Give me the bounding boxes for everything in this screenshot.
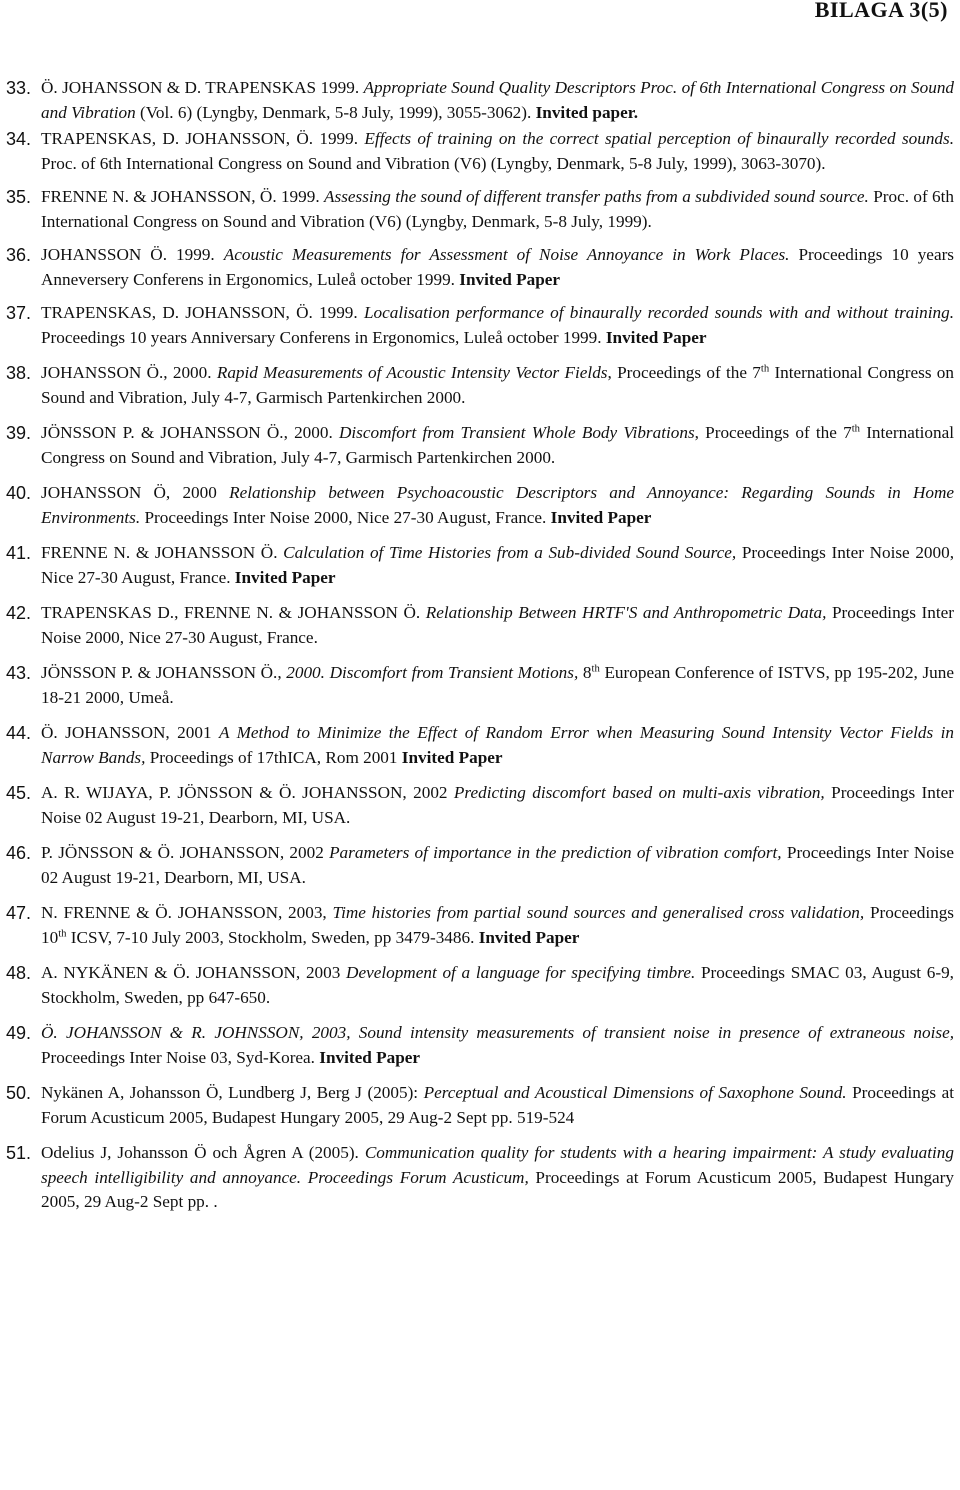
reference-number: 42.: [6, 603, 32, 623]
reference-text-segment: JOHANSSON Ö., 2000.: [41, 363, 217, 382]
invited-paper-label: Invited Paper: [401, 747, 503, 767]
invited-paper-label: Invited Paper: [478, 927, 580, 947]
reference-entry: [0, 243, 960, 292]
reference-text: [41, 187, 954, 231]
reference-text: [41, 423, 954, 467]
reference-text: [41, 129, 954, 173]
invited-paper-label: Invited Paper: [319, 1047, 421, 1067]
reference-text: [41, 783, 954, 827]
reference-text-segment: Proceedings Inter Noise 02 August 19-21, Dearborn, MI, USA.: [41, 843, 954, 887]
reference-title-italic: Development of a language for specifying timbre.: [346, 963, 696, 982]
reference-entry: [0, 481, 960, 530]
invited-paper-label: Invited Paper: [550, 507, 652, 527]
reference-text-segment: N. FRENNE & Ö. JOHANSSON, 2003,: [41, 903, 333, 922]
ordinal-superscript: th: [851, 423, 860, 435]
reference-title-italic: Perceptual and Acoustical Dimensions of Saxophone Sound.: [423, 1083, 847, 1102]
reference-entry: [0, 301, 960, 350]
reference-number: 43.: [6, 663, 32, 683]
invited-paper-label: Invited Paper: [605, 327, 707, 347]
reference-text: [41, 303, 954, 347]
reference-number: 47.: [6, 903, 32, 923]
reference-text-segment: FRENNE N. & JOHANSSON Ö.: [41, 543, 284, 562]
reference-title-italic: 2000. Discomfort from Transient Motions,: [286, 663, 579, 682]
reference-entry: [0, 185, 960, 234]
reference-title-italic: Calculation of Time Histories from a Sub-divided Sound Source,: [283, 543, 737, 562]
reference-text-segment: International Congress on Sound and Vibration, July 4-7, Garmisch Partenkirchen 2000.: [41, 363, 954, 407]
reference-title-italic: Assessing the sound of different transfer paths from a subdivided sound source.: [324, 187, 869, 206]
reference-text: [41, 843, 954, 887]
reference-text-segment: JÖNSSON P. & JOHANSSON Ö., 2000.: [41, 423, 339, 442]
reference-number: 46.: [6, 843, 32, 863]
reference-text: [41, 723, 954, 767]
reference-text-segment: European Conference of ISTVS, pp 195-202, June 18-21 2000, Umeå.: [41, 663, 954, 707]
reference-text-segment: JOHANSSON Ö. 1999.: [41, 245, 224, 264]
reference-text-segment: Proceedings Inter Noise 03, Syd-Korea.: [41, 1047, 320, 1067]
reference-text-segment: JOHANSSON Ö, 2000: [41, 483, 230, 502]
reference-title-italic: Ö. JOHANSSON & R. JOHNSSON, 2003, Sound intensity measurements of transient noise in presence of extraneous noise,: [41, 1023, 954, 1042]
reference-number: 44.: [6, 723, 32, 743]
reference-number: 40.: [6, 483, 32, 503]
reference-text-segment: , Proceedings of the 7: [607, 363, 761, 382]
reference-title-italic: Effects of training on the correct spatial perception of binaurally recorded sounds.: [364, 129, 954, 148]
ordinal-superscript: th: [591, 663, 600, 675]
reference-text-segment: Proceedings Inter Noise 02 August 19-21, Dearborn, MI, USA.: [41, 783, 954, 827]
reference-text-segment: FRENNE N. & JOHANSSON, Ö. 1999.: [41, 187, 324, 206]
reference-number: 33.: [6, 78, 32, 98]
reference-title-italic: A Method to Minimize the Effect of Random Error when Measuring Sound Intensity Vector Fields in Narrow Bands,: [41, 723, 954, 767]
reference-text: [41, 603, 954, 647]
reference-number: 37.: [6, 303, 32, 323]
reference-text-segment: Nykänen A, Johansson Ö, Lundberg J, Berg J (2005):: [41, 1083, 424, 1102]
reference-entry: [0, 661, 960, 710]
reference-number: 48.: [6, 963, 32, 983]
reference-text-segment: Proceedings Inter Noise 2000, Nice 27-30 August, France.: [41, 543, 954, 587]
reference-entry: [0, 901, 960, 950]
invited-paper-label: Invited paper.: [535, 102, 639, 122]
reference-number: 36.: [6, 245, 32, 265]
reference-entry: [0, 1021, 960, 1070]
reference-entry: [0, 961, 960, 1010]
reference-entry: [0, 76, 960, 125]
reference-text-segment: International Congress on Sound and Vibration, July 4-7, Garmisch Partenkirchen 2000.: [41, 423, 955, 467]
reference-entry: [0, 421, 960, 470]
reference-text-segment: Ö. JOHANSSON & D. TRAPENSKAS 1999.: [41, 78, 364, 97]
reference-number: 51.: [6, 1143, 32, 1163]
reference-text-segment: A. NYKÄNEN & Ö. JOHANSSON, 2003: [41, 963, 347, 982]
ordinal-superscript: th: [760, 363, 770, 375]
reference-text-segment: Odelius J, Johansson Ö och Ågren A (2005).: [41, 1143, 365, 1162]
reference-text-segment: Ö. JOHANSSON, 2001: [41, 723, 219, 742]
reference-title-italic: Relationship between Psychoacoustic Descriptors and Annoyance: Regarding Sounds in Home Environments.: [41, 483, 954, 527]
reference-text-segment: (Vol. 6) (Lyngby, Denmark, 5-8 July, 1999), 3055-3062).: [135, 102, 536, 122]
reference-text-segment: TRAPENSKAS, D. JOHANSSON, Ö. 1999.: [41, 129, 365, 148]
reference-text: [41, 483, 954, 527]
reference-entry: [0, 1081, 960, 1130]
reference-text: [41, 1143, 954, 1211]
ordinal-superscript: th: [58, 927, 67, 939]
reference-text-segment: A. R. WIJAYA, P. JÖNSSON & Ö. JOHANSSON, 2002: [41, 783, 454, 802]
reference-title-italic: Time histories from partial sound sources and generalised cross validation,: [332, 903, 865, 922]
reference-text: [41, 78, 954, 122]
page-header-title: BILAGA 3(5): [814, 0, 948, 22]
reference-text-segment: P. JÖNSSON & Ö. JOHANSSON, 2002: [41, 843, 330, 862]
reference-title-italic: Acoustic Measurements for Assessment of Noise Annoyance in Work Places.: [223, 245, 790, 264]
reference-entry: [0, 127, 960, 176]
reference-text: [41, 903, 954, 947]
reference-text: [41, 245, 954, 289]
reference-entry: [0, 1141, 960, 1215]
reference-number: 35.: [6, 187, 32, 207]
reference-entry: [0, 721, 960, 770]
reference-title-italic: Relationship Between HRTF'S and Anthropometric Data,: [425, 603, 827, 622]
reference-text: [41, 1083, 954, 1127]
invited-paper-label: Invited Paper: [234, 567, 336, 587]
reference-list: [0, 76, 960, 1215]
reference-text-segment: , Proceedings of the 7: [694, 423, 852, 442]
reference-text: [41, 543, 954, 587]
reference-title-italic: Rapid Measurements of Acoustic Intensity Vector Fields: [216, 363, 608, 382]
reference-text-segment: Proc. of 6th International Congress on Sound and Vibration (V6) (Lyngby, Denmark, 5-8 July, 1999), 3063-3070).: [41, 153, 826, 173]
reference-text-segment: Proceedings SMAC 03, August 6-9, Stockholm, Sweden, pp 647-650.: [41, 963, 954, 1007]
reference-text-segment: JÖNSSON P. & JOHANSSON Ö.,: [41, 663, 287, 682]
reference-number: 50.: [6, 1083, 32, 1103]
reference-number: 45.: [6, 783, 32, 803]
reference-number: 34.: [6, 129, 32, 149]
reference-text: [41, 1023, 954, 1067]
reference-title-italic: Communication quality for students with a hearing impairment: A study evaluating speech intelligibility and annoyance. Proceedings Forum Acusticum,: [41, 1143, 954, 1187]
reference-text-segment: 8: [578, 663, 592, 682]
reference-title-italic: Appropriate Sound Quality Descriptors Proc. of 6th International Congress on Sound and Vibration: [41, 78, 955, 122]
reference-text: [41, 963, 954, 1007]
reference-text-segment: Proceedings Inter Noise 2000, Nice 27-30 August, France.: [41, 603, 954, 647]
reference-title-italic: Localisation performance of binaurally recorded sounds with and without training.: [363, 303, 954, 322]
invited-paper-label: Invited Paper: [459, 269, 561, 289]
reference-entry: [0, 361, 960, 410]
reference-text-segment: Proceedings at Forum Acusticum 2005, Budapest Hungary 2005, 29 Aug-2 Sept pp. .: [41, 1167, 954, 1211]
reference-number: 39.: [6, 423, 32, 443]
reference-entry: [0, 841, 960, 890]
reference-number: 38.: [6, 363, 32, 383]
reference-number: 41.: [6, 543, 32, 563]
reference-title-italic: Discomfort from Transient Whole Body Vibrations: [338, 423, 695, 442]
reference-text-segment: Proc. of 6th International Congress on Sound and Vibration (V6) (Lyngby, Denmark, 5-8 July, 1999).: [41, 187, 954, 231]
reference-number: 49.: [6, 1023, 32, 1043]
reference-entry: [0, 601, 960, 650]
reference-text-segment: TRAPENSKAS D., FRENNE N. & JOHANSSON Ö.: [41, 603, 426, 622]
reference-text-segment: Proceedings 10 years Anniversary Conferens in Ergonomics, Luleå october 1999.: [41, 327, 606, 347]
reference-text-segment: Proceedings of 17thICA, Rom 2001: [145, 747, 402, 767]
reference-entry: [0, 781, 960, 830]
reference-title-italic: Parameters of importance in the prediction of vibration comfort,: [329, 843, 782, 862]
reference-text-segment: Proceedings 10 years Anneversery Conferens in Ergonomics, Luleå october 1999.: [41, 245, 954, 289]
reference-text-segment: ICSV, 7-10 July 2003, Stockholm, Sweden, pp 3479-3486.: [66, 927, 479, 947]
reference-text: [41, 663, 954, 707]
reference-text: [41, 363, 954, 407]
reference-text-segment: Proceedings 10: [41, 903, 954, 947]
reference-text-segment: Proceedings Inter Noise 2000, Nice 27-30 August, France.: [140, 507, 551, 527]
reference-text-segment: Proceedings at Forum Acusticum 2005, Budapest Hungary 2005, 29 Aug-2 Sept pp. 519-524: [41, 1083, 955, 1127]
reference-title-italic: Predicting discomfort based on multi-axis vibration,: [453, 783, 825, 802]
reference-entry: [0, 541, 960, 590]
reference-text-segment: TRAPENSKAS, D. JOHANSSON, Ö. 1999.: [41, 303, 364, 322]
